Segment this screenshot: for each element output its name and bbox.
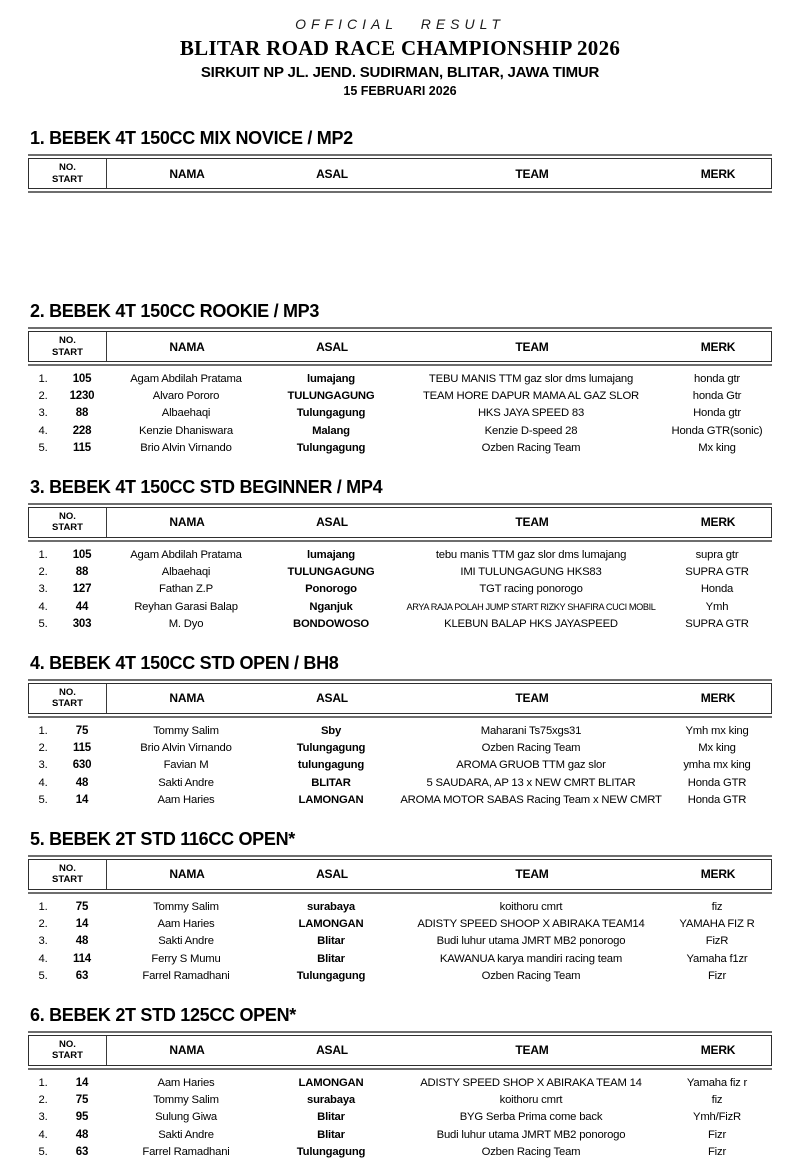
table-body: [28, 542, 772, 633]
table-row: [28, 546, 772, 563]
row-start-number: 105: [72, 372, 92, 385]
row-team: tebu manis TTM gaz slor dms lumajang: [435, 548, 627, 561]
col-header-start-line: START: [52, 522, 83, 534]
race-section: [28, 1005, 772, 1161]
col-header-team: TEAM: [515, 166, 549, 181]
row-team: Ozben Racing Team: [481, 741, 581, 754]
row-start-number: 105: [72, 548, 92, 561]
row-rider-name: M. Dyo: [168, 618, 204, 631]
row-start-number: 14: [75, 794, 89, 807]
col-header-asal: ASAL: [316, 691, 348, 706]
row-team: KLEBUN BALAP HKS JAYASPEED: [444, 618, 618, 631]
col-header-nama: NAMA: [169, 1043, 205, 1058]
table-row: [28, 405, 772, 422]
row-brand: Fizr: [707, 1146, 727, 1159]
col-header-no-line: NO.: [59, 162, 76, 174]
row-position: 2.: [38, 917, 48, 930]
table-header-row: [28, 507, 772, 538]
row-team: 5 SAUDARA, AP 13 x NEW CMRT BLITAR: [426, 776, 636, 789]
row-brand: SUPRA GTR: [685, 618, 749, 631]
race-section: [28, 301, 772, 457]
row-brand: Honda gtr: [693, 407, 741, 420]
table-row: [28, 598, 772, 615]
result-table: [28, 503, 772, 633]
row-team: Budi luhur utama JMRT MB2 ponorogo: [436, 935, 626, 948]
row-origin: Blitar: [317, 935, 345, 948]
table-row: [28, 387, 772, 404]
row-start-number: 48: [75, 1128, 89, 1141]
row-position: 4.: [38, 600, 48, 613]
row-origin: LAMONGAN: [298, 794, 364, 807]
col-header-start-line: START: [52, 173, 83, 185]
row-rider-name: Farrel Ramadhani: [142, 970, 230, 983]
col-header-no-start: [29, 159, 107, 188]
row-origin: surabaya: [306, 1093, 355, 1106]
row-team: Kenzie D-speed 28: [484, 424, 578, 437]
table-row: [28, 722, 772, 739]
row-origin: Tulungagung: [296, 970, 366, 983]
row-start-number: 75: [75, 724, 89, 737]
result-table: [28, 327, 772, 457]
row-origin: Tulungagung: [296, 741, 366, 754]
col-header-merk: MERK: [700, 1043, 736, 1058]
table-body: [28, 1070, 772, 1161]
row-origin: Blitar: [317, 952, 345, 965]
table-header-row: [28, 331, 772, 362]
row-rider-name: Aam Haries: [157, 1076, 215, 1089]
col-header-team: TEAM: [515, 339, 549, 354]
row-position: 5.: [38, 442, 48, 455]
row-brand: supra gtr: [695, 548, 739, 561]
table-row: [28, 1143, 772, 1160]
col-header-asal: ASAL: [316, 166, 348, 181]
row-position: 2.: [38, 1093, 48, 1106]
table-row: [28, 1091, 772, 1108]
row-rider-name: Alvaro Pororo: [152, 390, 220, 403]
row-team: HKS JAYA SPEED 83: [477, 407, 585, 420]
row-rider-name: Fathan Z.P: [159, 583, 213, 596]
section-title: 1. BEBEK 4T 150CC MIX NOVICE / MP2: [30, 128, 353, 148]
row-rider-name: Tommy Salim: [153, 1093, 219, 1106]
row-position: 2.: [38, 741, 48, 754]
result-table: [28, 154, 772, 281]
table-body: [28, 894, 772, 985]
row-position: 2.: [38, 566, 48, 579]
col-header-team: TEAM: [515, 515, 549, 530]
table-body: [28, 366, 772, 457]
table-header: [28, 855, 772, 894]
row-origin: Tulungagung: [296, 1146, 366, 1159]
row-origin: Ponorogo: [305, 583, 357, 596]
row-brand: fiz: [711, 900, 723, 913]
table-row: [28, 581, 772, 598]
row-brand: fiz: [711, 1093, 723, 1106]
row-rider-name: Tommy Salim: [153, 724, 219, 737]
row-start-number: 75: [75, 900, 89, 913]
row-brand: SUPRA GTR: [685, 566, 749, 579]
row-origin: LAMONGAN: [298, 917, 364, 930]
col-header-start-line: START: [52, 346, 83, 358]
row-team: AROMA GRUOB TTM gaz slor: [456, 759, 606, 772]
row-position: 4.: [38, 1128, 48, 1141]
table-row: [28, 791, 772, 808]
col-header-asal: ASAL: [316, 867, 348, 882]
result-table: [28, 1031, 772, 1161]
row-rider-name: Sakti Andre: [158, 776, 214, 789]
col-header-asal: ASAL: [316, 339, 348, 354]
row-brand: Mx king: [698, 741, 736, 754]
table-header: [28, 327, 772, 366]
row-origin: Blitar: [317, 1128, 345, 1141]
row-rider-name: Albaehaqi: [161, 566, 211, 579]
row-rider-name: Tommy Salim: [153, 900, 219, 913]
sections-container: [28, 128, 772, 1161]
row-brand: Ymh mx king: [685, 724, 749, 737]
row-brand: honda gtr: [694, 372, 740, 385]
row-start-number: 48: [75, 776, 89, 789]
row-brand: Honda: [700, 583, 734, 596]
row-position: 5.: [38, 794, 48, 807]
row-rider-name: Aam Haries: [157, 794, 215, 807]
row-origin: Malang: [312, 424, 350, 437]
row-rider-name: Albaehaqi: [161, 407, 211, 420]
table-row: [28, 370, 772, 387]
row-brand: FizR: [705, 935, 729, 948]
table-row: [28, 422, 772, 439]
table-header-row: [28, 158, 772, 189]
col-header-no-start: [29, 860, 107, 889]
section-title: 3. BEBEK 4T 150CC STD BEGINNER / MP4: [30, 476, 383, 497]
col-header-merk: MERK: [700, 867, 736, 882]
row-brand: Honda GTR: [687, 794, 747, 807]
col-header-nama: NAMA: [169, 867, 205, 882]
row-start-number: 75: [75, 1093, 89, 1106]
table-row: [28, 440, 772, 457]
row-position: 2.: [38, 390, 48, 403]
row-brand: Mx king: [698, 442, 736, 455]
row-start-number: 44: [75, 600, 89, 613]
row-position: 3.: [38, 407, 48, 420]
row-team: ADISTY SPEED SHOOP X ABIRAKA TEAM14: [417, 917, 645, 930]
row-origin: lumajang: [307, 372, 355, 385]
row-team: Ozben Racing Team: [481, 1146, 581, 1159]
row-start-number: 48: [75, 935, 89, 948]
table-row: [28, 774, 772, 791]
col-header-team: TEAM: [515, 867, 549, 882]
row-position: 3.: [38, 583, 48, 596]
row-rider-name: Sulung Giwa: [155, 1111, 217, 1124]
col-header-merk: MERK: [700, 166, 736, 181]
col-header-nama: NAMA: [169, 166, 205, 181]
row-brand: Honda GTR(sonic): [671, 424, 763, 437]
row-origin: tulungagung: [297, 759, 365, 772]
col-header-merk: MERK: [700, 691, 736, 706]
row-team: koithoru cmrt: [499, 900, 563, 913]
row-start-number: 88: [75, 407, 89, 420]
row-position: 4.: [38, 424, 48, 437]
row-origin: Nganjuk: [309, 600, 353, 613]
row-team: TEBU MANIS TTM gaz slor dms lumajang: [428, 372, 634, 385]
race-section: [28, 829, 772, 985]
row-start-number: 115: [73, 442, 91, 455]
row-position: 4.: [38, 776, 48, 789]
col-header-nama: NAMA: [169, 515, 205, 530]
row-position: 1.: [38, 372, 48, 385]
row-origin: Tulungagung: [296, 442, 366, 455]
row-brand: Honda GTR: [687, 776, 747, 789]
row-origin: surabaya: [306, 900, 355, 913]
row-origin: Tulungagung: [296, 407, 366, 420]
table-row: [28, 915, 772, 932]
row-brand: Fizr: [707, 1128, 727, 1141]
table-row: [28, 950, 772, 967]
row-team: TEAM HORE DAPUR MAMA AL GAZ SLOR: [422, 390, 640, 403]
row-brand: Ymh/FizR: [693, 1111, 741, 1124]
row-start-number: 14: [75, 917, 89, 930]
official-result-label: OFFICIAL RESULT: [295, 16, 505, 32]
table-row: [28, 898, 772, 915]
row-team: KAWANUA karya mandiri racing team: [439, 952, 623, 965]
table-row: [28, 739, 772, 756]
row-position: 1.: [38, 1076, 48, 1089]
col-header-no-start: [29, 332, 107, 361]
row-team: AROMA MOTOR SABAS Racing Team x NEW CMRT: [400, 794, 662, 807]
row-position: 3.: [38, 759, 48, 772]
table-row: [28, 1126, 772, 1143]
row-rider-name: Sakti Andre: [158, 935, 214, 948]
result-table: [28, 679, 772, 809]
row-position: 4.: [38, 952, 48, 965]
row-rider-name: Farrel Ramadhani: [142, 1146, 230, 1159]
row-position: 5.: [38, 970, 48, 983]
row-origin: lumajang: [307, 548, 355, 561]
col-header-no-start: [29, 508, 107, 537]
row-position: 3.: [38, 935, 48, 948]
table-row: [28, 933, 772, 950]
row-team: ADISTY SPEED SHOP X ABIRAKA TEAM 14: [420, 1076, 642, 1089]
row-start-number: 63: [75, 970, 89, 983]
race-section: [28, 128, 772, 281]
row-position: 5.: [38, 618, 48, 631]
row-start-number: 630: [72, 759, 92, 772]
table-header: [28, 1031, 772, 1070]
col-header-no-line: NO.: [59, 1038, 76, 1050]
row-position: 1.: [38, 548, 48, 561]
row-team: Ozben Racing Team: [481, 442, 581, 455]
row-rider-name: Aam Haries: [157, 917, 215, 930]
race-section: [28, 477, 772, 633]
row-team: Ozben Racing Team: [481, 970, 581, 983]
table-row: [28, 563, 772, 580]
row-rider-name: Brio Alvin Virnando: [140, 741, 232, 754]
row-origin: Sby: [320, 724, 342, 737]
row-team: BYG Serba Prima come back: [459, 1111, 603, 1124]
document-header: [28, 16, 772, 98]
table-row: [28, 757, 772, 774]
row-rider-name: Kenzie Dhaniswara: [139, 424, 233, 437]
col-header-nama: NAMA: [169, 691, 205, 706]
row-origin: LAMONGAN: [298, 1076, 364, 1089]
row-start-number: 88: [75, 566, 89, 579]
row-origin: TULUNGAGUNG: [287, 390, 375, 403]
championship-title: BLITAR ROAD RACE CHAMPIONSHIP 2026: [179, 36, 621, 60]
row-start-number: 1230: [69, 390, 95, 403]
row-team: Maharani Ts75xgs31: [480, 724, 582, 737]
row-brand: Yamaha f1zr: [686, 952, 748, 965]
row-brand: Fizr: [707, 970, 727, 983]
row-start-number: 228: [72, 424, 92, 437]
section-title: 6. BEBEK 2T STD 125CC OPEN*: [30, 1004, 296, 1025]
row-brand: Ymh: [705, 600, 729, 613]
row-team: Budi luhur utama JMRT MB2 ponorogo: [436, 1128, 626, 1141]
table-row: [28, 616, 772, 633]
table-row: [28, 1074, 772, 1091]
table-body: [28, 193, 772, 281]
table-header: [28, 154, 772, 193]
table-header-row: [28, 1035, 772, 1066]
table-header-row: [28, 859, 772, 890]
row-origin: BLITAR: [311, 776, 351, 789]
row-rider-name: Favian M: [163, 759, 209, 772]
section-title: 4. BEBEK 4T 150CC STD OPEN / BH8: [30, 652, 339, 673]
row-start-number: 115: [73, 741, 91, 754]
col-header-start-line: START: [52, 874, 83, 886]
col-header-start-line: START: [52, 698, 83, 710]
col-header-asal: ASAL: [316, 515, 348, 530]
col-header-team: TEAM: [515, 1043, 549, 1058]
table-row: [28, 1109, 772, 1126]
row-position: 1.: [38, 900, 48, 913]
row-team: koithoru cmrt: [499, 1093, 563, 1106]
row-position: 5.: [38, 1146, 48, 1159]
row-start-number: 127: [72, 583, 92, 596]
row-brand: honda Gtr: [692, 390, 742, 403]
table-header-row: [28, 683, 772, 714]
col-header-no-start: [29, 1036, 107, 1065]
row-origin: Blitar: [317, 1111, 345, 1124]
row-rider-name: Brio Alvin Virnando: [140, 442, 232, 455]
row-team: IMI TULUNGAGUNG HKS83: [460, 566, 602, 579]
col-header-no-line: NO.: [59, 862, 76, 874]
table-header: [28, 679, 772, 718]
col-header-no-line: NO.: [59, 511, 76, 523]
section-title: 2. BEBEK 4T 150CC ROOKIE / MP3: [30, 301, 320, 321]
col-header-no-line: NO.: [59, 335, 76, 347]
row-team: TGT racing ponorogo: [479, 583, 583, 596]
col-header-nama: NAMA: [169, 339, 205, 354]
col-header-merk: MERK: [700, 339, 736, 354]
row-team: ARYA RAJA POLAH JUMP START RIZKY SHAFIRA CUCI MOBIL: [406, 601, 656, 612]
row-position: 1.: [38, 724, 48, 737]
event-date: 15 FEBRUARI 2026: [343, 84, 457, 98]
table-header: [28, 503, 772, 542]
row-rider-name: Agam Abdilah Pratama: [130, 548, 242, 561]
row-start-number: 63: [75, 1146, 89, 1159]
race-section: [28, 653, 772, 809]
row-brand: ymha mx king: [683, 759, 751, 772]
col-header-asal: ASAL: [316, 1043, 348, 1058]
section-title: 5. BEBEK 2T STD 116CC OPEN*: [30, 828, 295, 849]
col-header-start-line: START: [52, 1050, 83, 1062]
row-rider-name: Agam Abdilah Pratama: [130, 372, 242, 385]
row-brand: YAMAHA FIZ R: [679, 917, 755, 930]
col-header-no-line: NO.: [59, 687, 76, 699]
col-header-no-start: [29, 684, 107, 713]
col-header-team: TEAM: [515, 691, 549, 706]
row-origin: TULUNGAGUNG: [287, 566, 375, 579]
row-rider-name: Sakti Andre: [158, 1128, 214, 1141]
row-brand: Yamaha fiz r: [686, 1076, 748, 1089]
row-position: 3.: [38, 1111, 48, 1124]
table-row: [28, 967, 772, 984]
row-rider-name: Ferry S Mumu: [151, 952, 221, 965]
table-body: [28, 718, 772, 809]
row-rider-name: Reyhan Garasi Balap: [134, 600, 238, 613]
result-table: [28, 855, 772, 985]
row-start-number: 14: [75, 1076, 89, 1089]
row-start-number: 114: [73, 952, 91, 965]
row-start-number: 95: [75, 1111, 89, 1124]
row-origin: BONDOWOSO: [292, 618, 370, 631]
row-start-number: 303: [72, 618, 92, 631]
circuit-venue: SIRKUIT NP JL. JEND. SUDIRMAN, BLITAR, JAWA TIMUR: [200, 64, 600, 81]
col-header-merk: MERK: [700, 515, 736, 530]
